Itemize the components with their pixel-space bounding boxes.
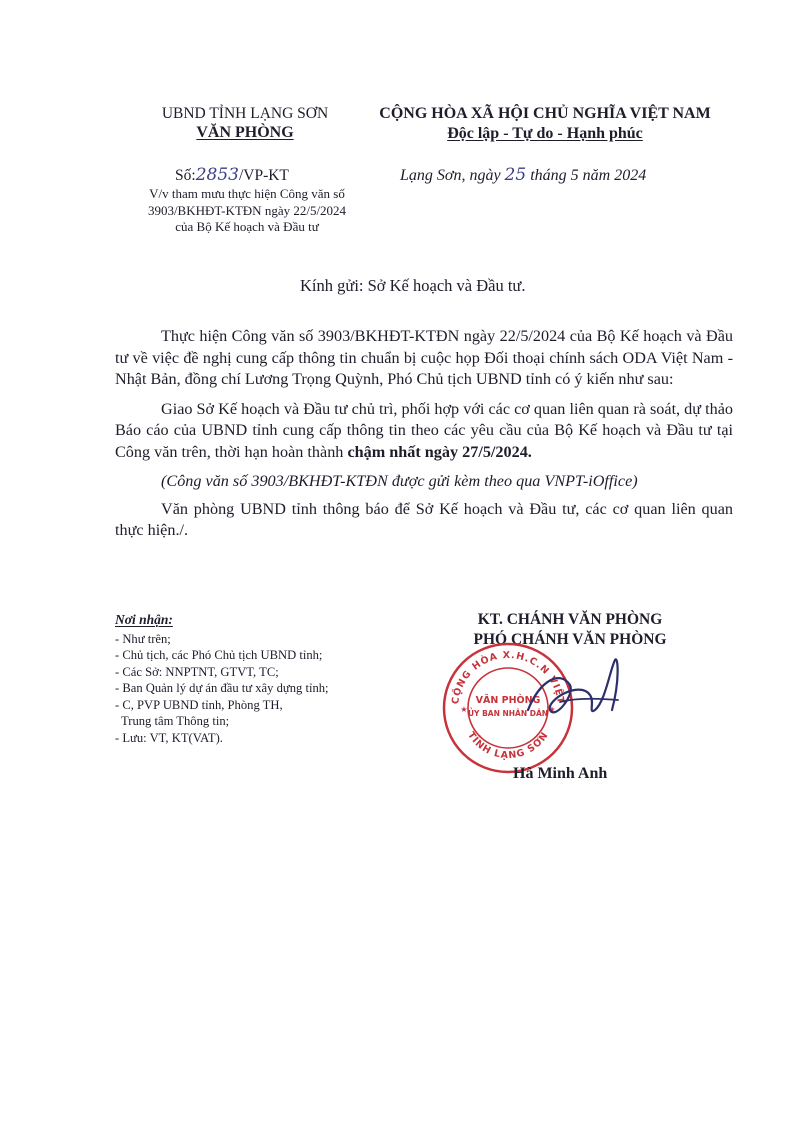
handwritten-day: 25 [504, 165, 527, 185]
signer-name: Hà Minh Anh [513, 765, 608, 782]
motto: Độc lập - Tự do - Hạnh phúc [447, 125, 643, 142]
left-header [130, 104, 360, 142]
receiver-item: - Ban Quản lý dự án đầu tư xây dựng tỉnh; [115, 681, 329, 695]
month-year: tháng 5 năm 2024 [530, 167, 647, 184]
stamp-star-icon: ★ [460, 705, 468, 714]
receivers-title: Nơi nhận: [115, 612, 173, 627]
paragraph-2 [115, 399, 733, 464]
receiver-item: - Các Sở: NNPTNT, GTVT, TC; [115, 664, 279, 679]
receivers-block [115, 612, 415, 746]
number-suffix: /VP-KT [238, 167, 289, 184]
agency-name: UBND TỈNH LẠNG SƠN [161, 105, 329, 122]
stamp-center-line-1: VĂN PHÒNG [475, 695, 541, 706]
stamp-ring-bottom: TỈNH LẠNG SƠN [465, 729, 551, 762]
subject-line: V/v tham mưu thực hiện Công văn số [149, 186, 345, 201]
stamp-star-icon: ★ [548, 705, 556, 714]
paragraph-1: Thực hiện Công văn số 3903/BKHĐT-KTĐN ngày 22/5/2024 của Bộ Kế hoạch và Đầu tư về việc đề nghị cung cấp thông tin chuẩn bị cuộc họp Đối thoại chính sách ODA Việt Nam - Nhật Bản, đồng chí Lương Trọng Quỳnh, Phó Chủ tịch UBND tỉnh có ý kiến như sau: [115, 327, 733, 388]
number-prefix: Số: [175, 167, 196, 184]
signature-title-2: PHÓ CHÁNH VĂN PHÒNG [473, 631, 667, 648]
signature-title-1: KT. CHÁNH VĂN PHÒNG [477, 611, 663, 628]
place-prefix: Lạng Sơn, ngày [400, 167, 501, 184]
republic-title: CỘNG HÒA XÃ HỘI CHỦ NGHĨA VIỆT NAM [379, 105, 711, 122]
document-number [175, 165, 289, 185]
subject-line: của Bộ Kế hoạch và Đầu tư [175, 219, 319, 234]
handwritten-number: 2853 [195, 165, 239, 185]
handwritten-signature [520, 640, 640, 740]
subject-block [112, 186, 382, 236]
receiver-item: - C, PVP UBND tỉnh, Phòng TH, [115, 697, 283, 712]
office-name: VĂN PHÒNG [196, 124, 294, 141]
subject-line: 3903/BKHĐT-KTĐN ngày 22/5/2024 [147, 202, 347, 218]
receiver-item: - Lưu: VT, KT(VAT). [115, 730, 223, 745]
recipient-line: Kính gửi: Sở Kế hoạch và Đầu tư. [300, 276, 526, 295]
attachment-note: (Công văn số 3903/BKHĐT-KTĐN được gửi kèm theo qua VNPT-iOffice) [161, 472, 638, 490]
right-header [355, 104, 735, 144]
date-line [400, 165, 646, 185]
receiver-item: - Như trên; [115, 631, 171, 646]
paragraph-2-text: Giao Sở Kế hoạch và Đầu tư chủ trì, phối hợp với các cơ quan liên quan rà soát, dự thảo Báo cáo của UBND tỉnh cung cấp thông tin theo các yêu cầu của Bộ Kế hoạch và Đầu tư tại Công văn trên, thời hạn hoàn thành [115, 399, 733, 461]
paragraph-4: Văn phòng UBND tỉnh thông báo để Sở Kế hoạch và Đầu tư, các cơ quan liên quan thực hiện./. [115, 499, 733, 539]
receiver-item: - Chủ tịch, các Phó Chủ tịch UBND tỉnh; [115, 648, 323, 662]
stamp-center-line-2: ỦY BAN NHÂN DÂN [467, 709, 549, 718]
deadline-text: chậm nhất ngày 27/5/2024. [347, 442, 532, 461]
receiver-item: Trung tâm Thông tin; [121, 714, 230, 728]
stamp-ring-top: CỘNG HÒA X.H.C.N VIỆT [450, 649, 566, 705]
document-body [115, 326, 733, 542]
